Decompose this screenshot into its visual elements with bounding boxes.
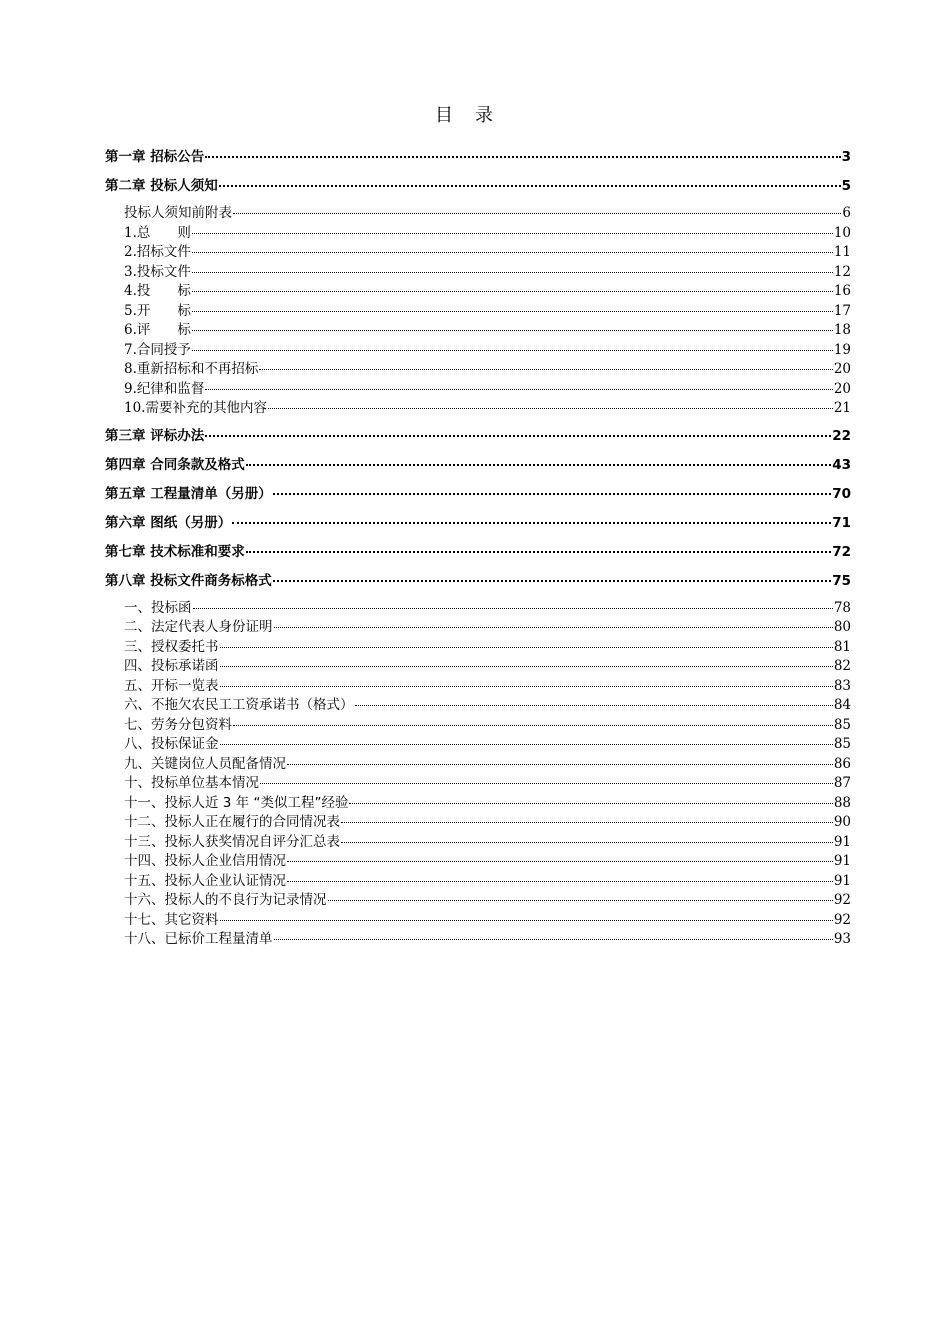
- dot-leader: [287, 861, 833, 862]
- dot-leader: [273, 580, 832, 582]
- toc-section-entry[interactable]: [105, 833, 851, 853]
- toc-page-number: 86: [833, 755, 851, 772]
- toc-entry-label: 十、投标单位基本情况: [124, 775, 259, 791]
- dot-leader: [260, 783, 833, 784]
- toc-entry-label: 十五、投标人企业认证情况: [124, 872, 286, 889]
- toc-page-number: 92: [833, 892, 851, 908]
- toc-chapter-2[interactable]: [105, 175, 851, 204]
- dot-leader: [192, 350, 833, 351]
- toc-page-number: 16: [833, 283, 851, 299]
- toc-section-entry[interactable]: [105, 399, 851, 419]
- toc-entry-label: 九、关键岗位人员配备情况: [124, 755, 286, 772]
- dot-leader: [246, 464, 832, 466]
- toc-page-number: 20: [833, 380, 851, 397]
- dot-leader: [246, 551, 832, 553]
- page-title: 目录: [435, 105, 515, 126]
- toc-chapter-1[interactable]: [105, 146, 851, 175]
- toc-page-number: 5: [841, 178, 851, 194]
- dot-leader: [205, 435, 831, 437]
- toc-entry-label: 8.重新招标和不再招标: [124, 361, 259, 377]
- dot-leader: [274, 939, 833, 940]
- toc-page-number: 85: [833, 716, 851, 733]
- dot-leader: [220, 666, 833, 667]
- dot-leader: [220, 744, 833, 745]
- toc-entry-label: 1.总 则: [124, 224, 191, 241]
- toc-entry-label: 第八章 投标文件商务标格式: [105, 572, 272, 589]
- toc-page-number: 12: [833, 263, 851, 280]
- toc-page-number: 82: [833, 658, 851, 674]
- toc-page-number: 83: [833, 677, 851, 694]
- toc-section-entry[interactable]: [105, 794, 851, 814]
- toc-entry-label: 6.评 标: [124, 322, 191, 338]
- toc-entry-label: 十二、投标人正在履行的合同情况表: [124, 814, 340, 830]
- dot-leader: [192, 272, 833, 273]
- dot-leader: [192, 233, 833, 234]
- toc-page-number: 10: [833, 224, 851, 241]
- toc-section-entry[interactable]: [105, 696, 851, 716]
- toc-chapter-8[interactable]: [105, 570, 851, 599]
- toc-entry-label: 第五章 工程量清单（另册）: [105, 485, 272, 502]
- toc-section-entry[interactable]: [105, 735, 851, 755]
- toc-page-number: 75: [832, 572, 851, 589]
- toc-page-number: 21: [833, 400, 851, 416]
- dot-leader: [341, 842, 833, 843]
- toc-entry-label: 十四、投标人企业信用情况: [124, 853, 286, 869]
- toc-entry-label: 十三、投标人获奖情况自评分汇总表: [124, 833, 340, 850]
- dot-leader: [268, 408, 833, 409]
- toc-section-entry[interactable]: [105, 599, 851, 619]
- toc-section-entry[interactable]: [105, 224, 851, 244]
- toc-page-number: 85: [833, 736, 851, 752]
- toc-page-number: 71: [832, 514, 851, 531]
- dot-leader: [219, 185, 841, 187]
- toc-entry-label: 十八、已标价工程量清单: [124, 931, 273, 947]
- toc-page-number: 88: [833, 794, 851, 811]
- toc-entry-label: 十六、投标人的不良行为记录情况: [124, 892, 327, 908]
- toc-chapter-5[interactable]: [105, 483, 851, 512]
- toc-page-number: 80: [833, 619, 851, 635]
- toc-entry-label: 十七、其它资料: [124, 911, 219, 928]
- toc-entry-label: 八、投标保证金: [124, 736, 219, 752]
- toc-page-number: 90: [833, 814, 851, 830]
- toc-chapter-3[interactable]: [105, 425, 851, 454]
- toc-entry-label: 9.纪律和监督: [124, 380, 205, 397]
- toc-page-number: 3: [841, 149, 851, 165]
- dot-leader: [192, 330, 833, 331]
- dot-leader: [341, 822, 833, 823]
- toc-page-number: 84: [833, 697, 851, 713]
- toc-entry-label: 七、劳务分包资料: [124, 716, 232, 733]
- dot-leader: [287, 764, 833, 765]
- toc-page-number: 72: [832, 543, 851, 560]
- toc-page-number: 43: [832, 456, 851, 473]
- toc-entry-label: 4.投 标: [124, 283, 191, 299]
- toc-entry-label: 一、投标函: [124, 599, 192, 616]
- dot-leader: [259, 369, 832, 370]
- toc-entry-label: 四、投标承诺函: [124, 658, 219, 674]
- toc-section-entry[interactable]: [105, 302, 851, 322]
- toc-page-number: 91: [833, 872, 851, 889]
- toc-entry-label: 五、开标一览表: [124, 677, 219, 694]
- toc-entry-label: 3.投标文件: [124, 263, 191, 280]
- toc-page-number: 17: [833, 302, 851, 319]
- dot-leader: [349, 803, 832, 804]
- toc-page-number: 91: [833, 853, 851, 869]
- toc-section-entry[interactable]: [105, 774, 851, 794]
- toc-entry-label: 第一章 招标公告: [105, 149, 205, 165]
- toc-page-number: 11: [833, 244, 851, 260]
- toc-section-entry[interactable]: [105, 852, 851, 872]
- toc-entry-label: 第六章 图纸（另册）: [105, 514, 232, 531]
- toc-section-entry[interactable]: [105, 657, 851, 677]
- toc-page-number: 92: [833, 911, 851, 928]
- toc-section-entry[interactable]: [105, 380, 851, 400]
- dot-leader: [220, 686, 833, 687]
- dot-leader: [287, 881, 833, 882]
- toc-entry-label: 第七章 技术标准和要求: [105, 543, 245, 560]
- toc-chapter-6[interactable]: [105, 512, 851, 541]
- toc-entry-label: 10.需要补充的其他内容: [124, 400, 267, 416]
- toc-entry-label: 三、授权委托书: [124, 638, 219, 655]
- toc-entry-label: 十一、投标人近 3 年 “类似工程”经验: [124, 794, 349, 811]
- toc-section-entry[interactable]: [105, 282, 851, 302]
- toc-section-entry[interactable]: [105, 911, 851, 931]
- toc-page-number: 91: [833, 833, 851, 850]
- toc-entry-label: 第三章 评标办法: [105, 427, 205, 444]
- toc-section-entry[interactable]: [105, 360, 851, 380]
- toc-section-entry[interactable]: [105, 677, 851, 697]
- toc-chapter-2-sections: [105, 204, 851, 419]
- dot-leader: [274, 627, 833, 628]
- toc-entry-label: 7.合同授予: [124, 341, 191, 358]
- table-of-contents: [105, 146, 851, 950]
- toc-section-entry[interactable]: [105, 204, 851, 224]
- toc-section-entry[interactable]: [105, 341, 851, 361]
- toc-page-number: 87: [833, 775, 851, 791]
- dot-leader: [192, 252, 833, 253]
- toc-chapter-7[interactable]: [105, 541, 851, 570]
- toc-section-entry[interactable]: [105, 321, 851, 341]
- dot-leader: [205, 389, 832, 390]
- dot-leader: [220, 647, 833, 648]
- dot-leader: [233, 725, 833, 726]
- toc-page-number: 93: [833, 931, 851, 947]
- toc-page-number: 6: [842, 205, 851, 221]
- dot-leader: [192, 291, 833, 292]
- toc-entry-label: 2.招标文件: [124, 244, 191, 260]
- toc-entry-label: 第四章 合同条款及格式: [105, 456, 245, 473]
- toc-section-entry[interactable]: [105, 638, 851, 658]
- toc-section-entry[interactable]: [105, 891, 851, 911]
- toc-section-entry[interactable]: [105, 263, 851, 283]
- toc-page-number: 81: [833, 638, 851, 655]
- toc-page-number: 70: [832, 485, 851, 502]
- dot-leader: [192, 311, 833, 312]
- dot-leader: [328, 900, 833, 901]
- toc-chapter-8-sections: [105, 599, 851, 950]
- toc-page-number: 78: [833, 599, 851, 616]
- toc-page-number: 22: [832, 427, 851, 444]
- toc-section-entry[interactable]: [105, 813, 851, 833]
- dot-leader: [232, 522, 831, 524]
- dot-leader: [220, 920, 833, 921]
- toc-entry-label: 5.开 标: [124, 302, 191, 319]
- dot-leader: [273, 493, 832, 495]
- toc-section-entry[interactable]: [105, 716, 851, 736]
- toc-section-entry[interactable]: [105, 618, 851, 638]
- toc-entry-label: 第二章 投标人须知: [105, 178, 218, 194]
- toc-page-number: 18: [833, 322, 851, 338]
- dot-leader: [193, 608, 833, 609]
- toc-section-entry[interactable]: [105, 872, 851, 892]
- toc-section-entry[interactable]: [105, 243, 851, 263]
- toc-entry-label: 二、法定代表人身份证明: [124, 619, 273, 635]
- toc-section-entry[interactable]: [105, 930, 851, 950]
- toc-chapter-4[interactable]: [105, 454, 851, 483]
- toc-page-number: 20: [833, 361, 851, 377]
- dot-leader: [355, 705, 833, 706]
- toc-section-entry[interactable]: [105, 755, 851, 775]
- toc-entry-label: 六、不拖欠农民工工资承诺书（格式）: [124, 697, 354, 713]
- dot-leader: [205, 156, 840, 158]
- toc-entry-label: 投标人须知前附表: [124, 205, 232, 221]
- dot-leader: [233, 213, 841, 214]
- toc-page-number: 19: [833, 341, 851, 358]
